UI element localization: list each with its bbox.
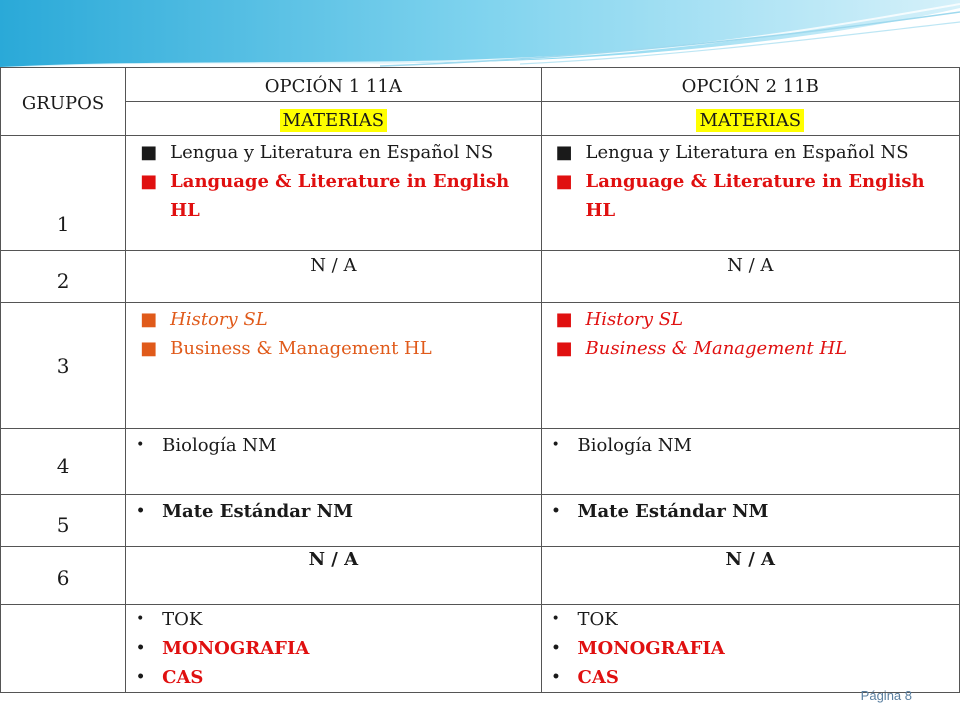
group-number: 2 (1, 251, 126, 303)
materias-label-2: MATERIAS (696, 109, 804, 132)
list-item: ■ Lengua y Literatura en Español NS (542, 138, 959, 167)
group-number: 5 (1, 495, 126, 547)
list-item: • CAS (542, 663, 959, 692)
group1-option2-cell (541, 136, 959, 251)
option1-header (126, 68, 541, 102)
list-item: ■ Business & Management HL (542, 334, 959, 363)
group3-option2-cell (541, 303, 959, 429)
group5-option2-cell (541, 495, 959, 547)
list-item: • MONOGRAFIA (126, 634, 540, 663)
group4-option1-cell (126, 429, 541, 495)
list-item: • TOK (542, 605, 959, 634)
materias-header-2 (541, 102, 959, 136)
round-bullet-icon: • (551, 503, 561, 519)
list-item: • Biología NM (126, 431, 540, 460)
table-row (1, 251, 960, 303)
table-row (1, 547, 960, 605)
group-number: 6 (1, 547, 126, 605)
table-row (1, 429, 960, 495)
round-bullet-icon: • (551, 640, 561, 656)
core-option2-cell (541, 605, 959, 693)
list-item: • Mate Estándar NM (542, 497, 959, 526)
materias-header-1 (126, 102, 541, 136)
group-number: 3 (1, 303, 126, 429)
materias-label-1: MATERIAS (280, 109, 388, 132)
subjects-table (0, 67, 960, 693)
option2-header-label: OPCIÓN 2 11B (681, 76, 819, 97)
round-bullet-icon: • (551, 437, 560, 453)
round-bullet-icon: • (136, 640, 146, 656)
option1-header-label: OPCIÓN 1 11A (264, 76, 402, 97)
groups-header-label: GRUPOS (21, 93, 105, 114)
group-number: 1 (1, 136, 126, 251)
square-bullet-icon: ■ (555, 142, 573, 163)
round-bullet-icon: • (551, 669, 561, 685)
list-item: ■ History SL (126, 305, 540, 334)
group-number: 4 (1, 429, 126, 495)
square-bullet-icon: ■ (555, 309, 573, 330)
table-row (1, 495, 960, 547)
square-bullet-icon: ■ (555, 338, 573, 359)
square-bullet-icon: ■ (140, 142, 158, 163)
table-row (1, 303, 960, 429)
list-item: ■ History SL (542, 305, 959, 334)
group4-option2-cell (541, 429, 959, 495)
round-bullet-icon: • (551, 611, 560, 627)
group2-option1-cell: N / A (126, 251, 541, 303)
round-bullet-icon: • (136, 669, 146, 685)
round-bullet-icon: • (136, 437, 145, 453)
core-empty-cell (1, 605, 126, 693)
group6-option1-cell: N / A (126, 547, 541, 605)
groups-header (1, 68, 126, 136)
list-item: • Biología NM (542, 431, 959, 460)
list-item: • CAS (126, 663, 540, 692)
list-item: • TOK (126, 605, 540, 634)
square-bullet-icon: ■ (555, 171, 573, 192)
square-bullet-icon: ■ (140, 338, 158, 359)
group6-option2-cell: N / A (541, 547, 959, 605)
list-item: ■ Language & Literature in English HL (126, 167, 540, 225)
list-item: ■ Business & Management HL (126, 334, 540, 363)
table-row (1, 136, 960, 251)
table-row (1, 605, 960, 693)
list-item: ■ Lengua y Literatura en Español NS (126, 138, 540, 167)
group1-option1-cell (126, 136, 541, 251)
round-bullet-icon: • (136, 611, 145, 627)
group5-option1-cell (126, 495, 541, 547)
core-option1-cell (126, 605, 541, 693)
list-item: ■ Language & Literature in English HL (542, 167, 959, 225)
round-bullet-icon: • (136, 503, 146, 519)
option2-header (541, 68, 959, 102)
list-item: • MONOGRAFIA (542, 634, 959, 663)
square-bullet-icon: ■ (140, 171, 158, 192)
page-number: Página 8 (860, 688, 912, 703)
group3-option1-cell (126, 303, 541, 429)
square-bullet-icon: ■ (140, 309, 158, 330)
group2-option2-cell: N / A (541, 251, 959, 303)
list-item: • Mate Estándar NM (126, 497, 540, 526)
